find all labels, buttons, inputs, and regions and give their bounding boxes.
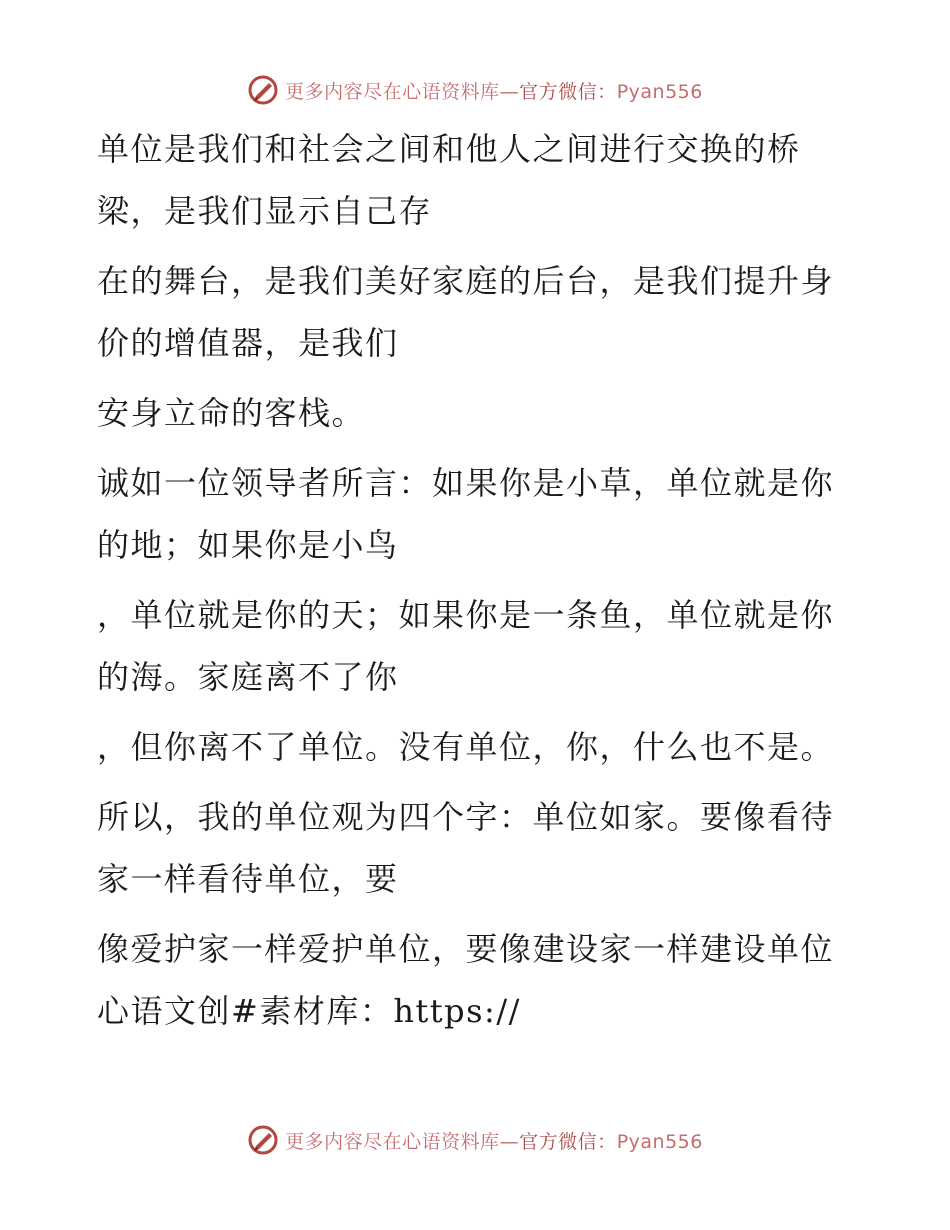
header-banner	[0, 70, 950, 110]
brand-logo-icon	[247, 1124, 279, 1156]
paragraph: 像爱护家一样爱护单位，要像建设家一样建设单位心语文创#素材库：https://	[97, 930, 835, 1030]
paragraph: ，单位就是你的天；如果你是一条鱼，单位就是你的海。家庭离不了你	[97, 596, 835, 696]
paragraph: 单位是我们和社会之间和他人之间进行交换的桥梁，是我们显示自己存	[97, 130, 801, 230]
banner-dash: —	[499, 1130, 520, 1153]
banner-title: 更多内容尽在心语资料库	[285, 1130, 500, 1153]
banner-contact-id: Pyan556	[616, 80, 703, 103]
document-body	[97, 118, 837, 1050]
paragraph: 安身立命的客栈。	[97, 394, 366, 432]
paragraph: 在的舞台，是我们美好家庭的后台，是我们提升身价的增值器，是我们	[97, 262, 835, 362]
paragraph: 所以，我的单位观为四个字：单位如家。要像看待家一样看待单位，要	[97, 798, 835, 898]
brand-logo-icon	[247, 74, 279, 106]
banner-title: 更多内容尽在心语资料库	[285, 80, 500, 103]
paragraph: 诚如一位领导者所言：如果你是小草，单位就是你的地；如果你是小鸟	[97, 464, 835, 564]
banner-contact-label: 官方微信：	[519, 1130, 617, 1153]
footer-banner	[0, 1120, 950, 1160]
banner-contact-id: Pyan556	[616, 1130, 703, 1153]
banner-dash: —	[499, 80, 520, 103]
banner-contact-label: 官方微信：	[519, 80, 617, 103]
paragraph: ，但你离不了单位。没有单位，你，什么也不是。	[97, 728, 835, 766]
